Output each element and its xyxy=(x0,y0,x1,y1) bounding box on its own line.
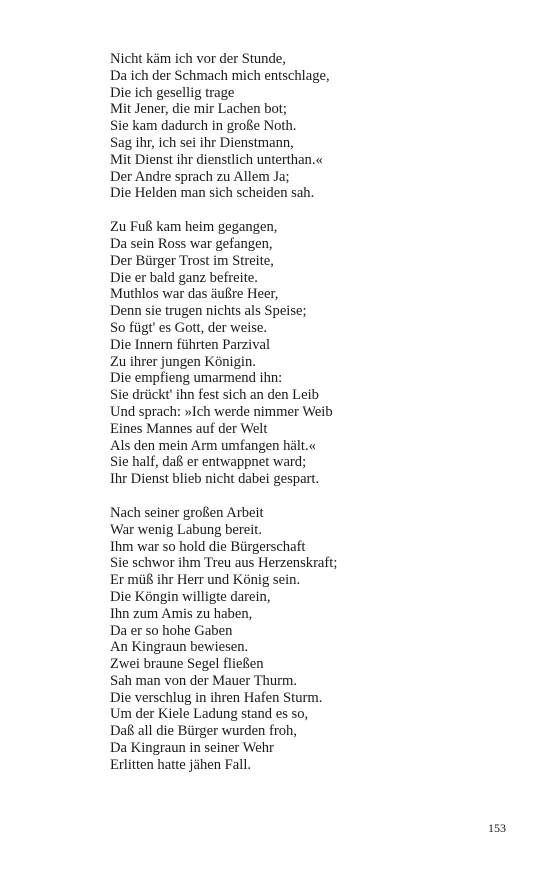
poem-line: So fügt' es Gott, der weise. xyxy=(110,319,268,336)
poem-line: Ihn zum Amis zu haben, xyxy=(110,605,253,622)
poem-line: Nicht käm ich vor der Stunde, xyxy=(110,51,286,67)
poem-line: Da ich der Schmach mich entschlage, xyxy=(110,67,330,84)
poem-line: Die Köngin willigte darein, xyxy=(110,588,271,605)
poem-line: Zu ihrer jungen Königin. xyxy=(110,353,256,370)
poem-line: Die Helden man sich scheiden sah. xyxy=(110,185,315,202)
poem-line: Der Bürger Trost im Streite, xyxy=(110,252,274,269)
poem-line: Eines Mannes auf der Welt xyxy=(110,420,268,437)
poem-line: Mit Dienst ihr dienstlich unterthan.« xyxy=(110,151,323,168)
poem-line: Die Innern führten Parzival xyxy=(110,336,271,353)
poem-line: Als den mein Arm umfangen hält.« xyxy=(110,437,316,454)
poem-line: Sie half, daß er entwappnet ward; xyxy=(110,454,307,471)
stanza-3 xyxy=(110,505,510,774)
poem-line: Denn sie trugen nichts als Speise; xyxy=(110,303,307,320)
poem-line: Muthlos war das äußre Heer, xyxy=(110,286,279,303)
poem-text xyxy=(110,51,510,791)
page-number: 153 xyxy=(488,821,506,835)
poem-line: Sag ihr, ich sei ihr Dienstmann, xyxy=(110,134,294,151)
poem-line: Sah man von der Mauer Thurm. xyxy=(110,672,297,689)
poem-line: Daß all die Bürger wurden froh, xyxy=(110,723,297,740)
poem-line: Und sprach: »Ich werde nimmer Weib xyxy=(110,403,333,420)
stanza-2 xyxy=(110,219,510,488)
poem-line: Da sein Ross war gefangen, xyxy=(110,235,273,252)
poem-line: Da Kingraun in seiner Wehr xyxy=(110,740,274,757)
poem-line: Die empfieng umarmend ihn: xyxy=(110,370,283,387)
poem-line: Sie drückt' ihn fest sich an den Leib xyxy=(110,387,319,404)
poem-line: Zwei braune Segel fließen xyxy=(110,656,264,673)
poem-line: Die ich gesellig trage xyxy=(110,84,235,101)
stanza-1 xyxy=(110,51,510,202)
poem-line: Sie kam dadurch in große Noth. xyxy=(110,118,297,135)
poem-line: Der Andre sprach zu Allem Ja; xyxy=(110,168,290,185)
poem-line: Die verschlug in ihren Hafen Sturm. xyxy=(110,689,323,706)
poem-line: War wenig Labung bereit. xyxy=(110,521,263,538)
poem-line: Sie schwor ihm Treu aus Herzenskraft; xyxy=(110,555,338,572)
poem-line: Ihm war so hold die Bürgerschaft xyxy=(110,538,306,555)
poem-line: Ihr Dienst blieb nicht dabei gespart. xyxy=(110,471,320,488)
poem-line: An Kingraun bewiesen. xyxy=(110,639,249,656)
poem-line: Die er bald ganz befreite. xyxy=(110,269,258,286)
poem-line: Zu Fuß kam heim gegangen, xyxy=(110,219,278,236)
poem-line: Er müß ihr Herr und König sein. xyxy=(110,572,301,589)
poem-line: Um der Kiele Ladung stand es so, xyxy=(110,706,309,723)
poem-line: Nach seiner großen Arbeit xyxy=(110,504,264,521)
poem-line: Mit Jener, die mir Lachen bot; xyxy=(110,101,287,118)
poem-line: Erlitten hatte jähen Fall. xyxy=(110,756,252,773)
poem-line: Da er so hohe Gaben xyxy=(110,622,233,639)
